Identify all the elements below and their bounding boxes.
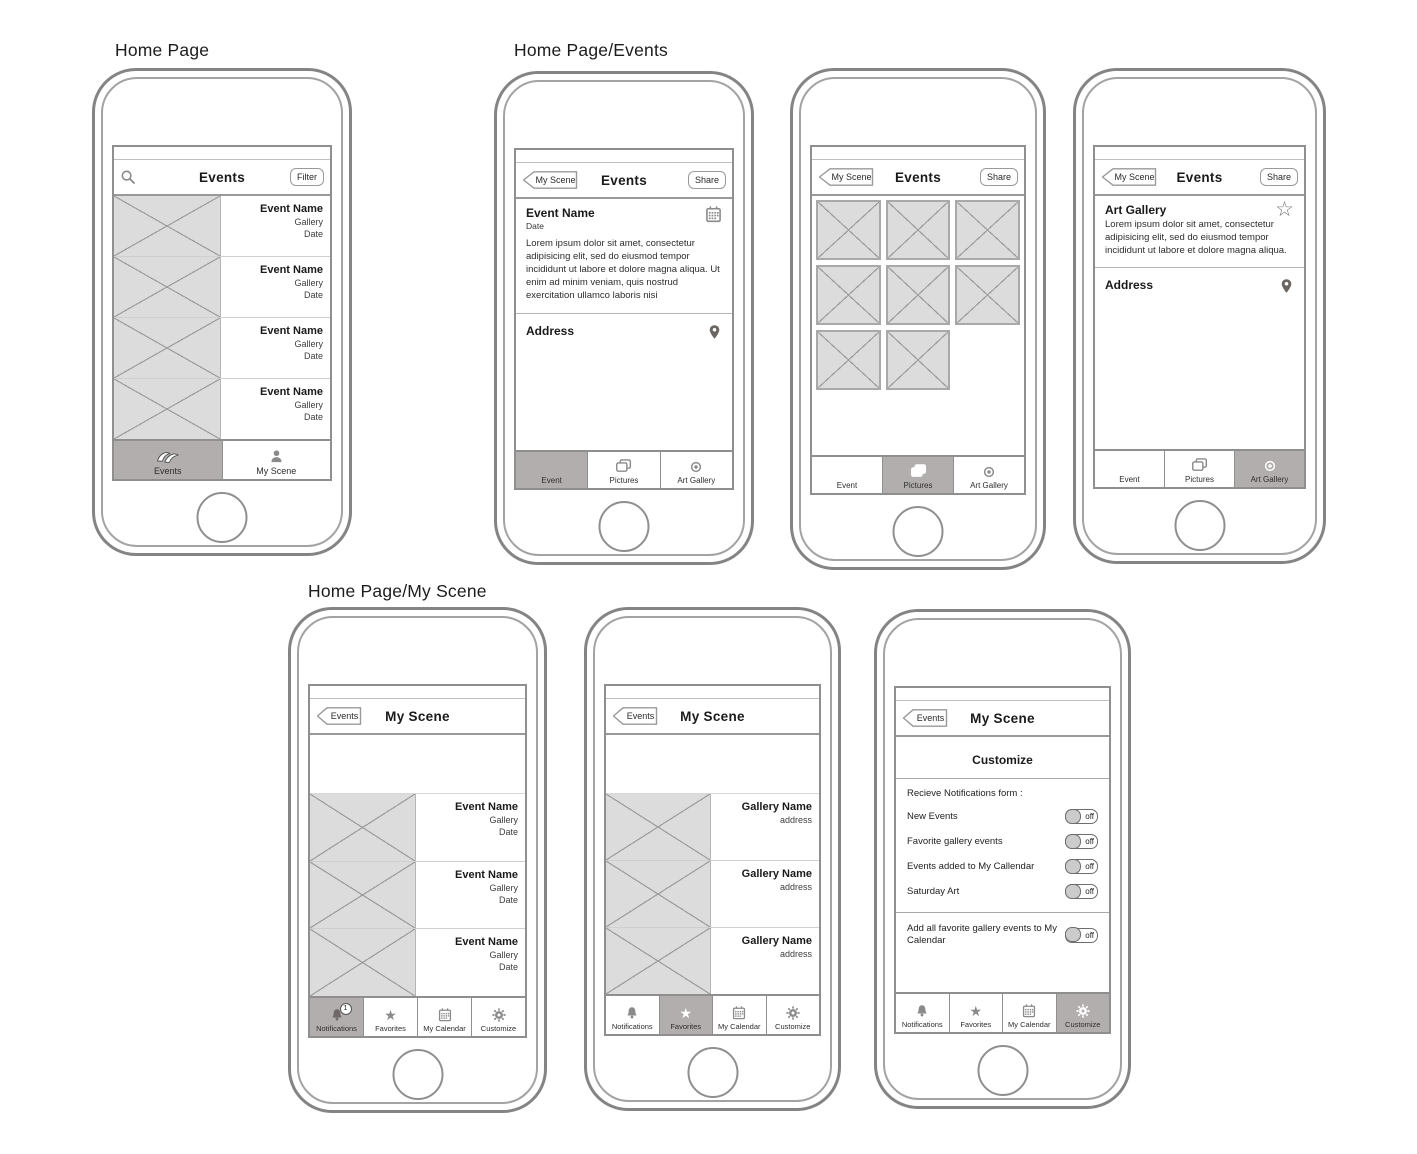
nav-bar <box>812 160 1024 196</box>
event-meta <box>416 862 525 929</box>
event-meta <box>221 318 330 378</box>
notification-badge: 1 <box>340 1003 352 1015</box>
tab-bar <box>1095 449 1304 487</box>
back-label: My Scene <box>1114 172 1155 182</box>
status-bar <box>114 147 330 160</box>
pictures-icon <box>615 459 632 474</box>
tab-my-calendar[interactable] <box>1003 994 1057 1032</box>
screen-events-list <box>112 145 332 481</box>
event-name: Event Name <box>260 264 323 276</box>
event-date: Date <box>303 412 323 422</box>
toggle-label: Events added to My Callendar <box>907 861 1035 872</box>
tab-label: Events <box>153 466 182 476</box>
phone-pictures <box>790 68 1046 570</box>
toggle-knob <box>1065 809 1081 824</box>
event-name: Event Name <box>455 801 518 813</box>
status-bar <box>606 686 819 699</box>
image-placeholder <box>310 862 416 929</box>
photo-thumbnail[interactable] <box>816 330 881 390</box>
screen-my-scene-favorites <box>604 684 821 1036</box>
nav-bar <box>516 163 732 199</box>
gallery-list-item[interactable] <box>606 794 819 861</box>
phone-home-page <box>92 68 352 556</box>
events-bird-icon <box>156 450 180 464</box>
photo-thumbnail[interactable] <box>886 265 951 325</box>
event-name: Event Name <box>455 868 518 881</box>
event-list <box>114 196 330 439</box>
event-name: Event Name <box>455 936 518 949</box>
tab-label: Notifications <box>316 1024 357 1033</box>
home-button[interactable] <box>977 1045 1028 1096</box>
event-name: Event Name <box>260 386 323 398</box>
divider <box>896 912 1109 913</box>
filter-button[interactable]: Filter <box>290 168 324 186</box>
tab-label: Art Gallery <box>1250 475 1289 484</box>
nav-bar <box>1095 160 1304 196</box>
divider <box>1095 267 1304 268</box>
tab-label: Favorites <box>670 1022 702 1031</box>
nav-bar <box>114 160 330 196</box>
share-button[interactable]: Share <box>688 171 726 189</box>
nav-title: Events <box>894 169 942 185</box>
tab-label: Favorites <box>960 1020 992 1029</box>
toggle-state: off <box>1085 930 1094 940</box>
share-button[interactable]: Share <box>980 168 1018 186</box>
toggle-label: New Events <box>907 811 958 822</box>
home-button[interactable] <box>687 1047 738 1098</box>
event-detail-body <box>516 199 732 450</box>
tab-label: Customize <box>1065 1020 1101 1029</box>
back-label: Events <box>330 711 359 721</box>
event-description: Lorem ipsum dolor sit amet, consectetur adipisicing elit, sed do eiusmod tempor incididunt ut labore et dolore magna aliqua. Ut enim ad minim veniam, quis nostrud exercitation ullamco laboris nisi <box>526 238 720 302</box>
status-bar <box>516 150 732 163</box>
toggle-state: off <box>1085 812 1094 821</box>
toggle-row <box>907 923 1098 948</box>
screen-my-scene-customize <box>894 686 1111 1034</box>
screen-event-detail <box>514 148 734 490</box>
tab-label: Art Gallery <box>970 481 1008 490</box>
empty-panel <box>606 735 819 794</box>
calendar-icon[interactable] <box>705 206 722 223</box>
nav-title: My Scene <box>385 708 450 724</box>
screen-pictures <box>810 145 1026 495</box>
toggle-events-added-calendar[interactable] <box>1065 859 1098 874</box>
status-bar <box>896 688 1109 701</box>
label-home-page: Home Page <box>115 40 210 60</box>
back-button[interactable] <box>316 706 362 726</box>
label-home-page-my-scene: Home Page/My Scene <box>308 581 487 601</box>
favorite-gallery-list <box>606 794 819 994</box>
tab-art-gallery[interactable] <box>954 457 1024 493</box>
gallery-address: address <box>779 815 812 825</box>
tab-event[interactable] <box>516 452 588 488</box>
my-calendar-icon <box>1022 1004 1036 1018</box>
customize-panel <box>896 737 1109 992</box>
toggle-row <box>907 884 1098 899</box>
tab-label: My Calendar <box>1007 1020 1051 1029</box>
tab-label: Pictures <box>903 481 933 490</box>
toggle-knob <box>1065 927 1081 942</box>
toggle-row <box>907 834 1098 849</box>
divider <box>896 778 1109 779</box>
event-meta <box>221 257 330 317</box>
art-gallery-icon <box>982 465 996 479</box>
event-date: Date <box>303 351 323 361</box>
status-bar <box>310 686 525 699</box>
nav-title: My Scene <box>970 710 1035 726</box>
event-gallery: Gallery <box>489 815 518 825</box>
tab-event[interactable] <box>1095 451 1165 487</box>
tab-favorites[interactable] <box>364 998 418 1036</box>
customize-subheading: Recieve Notifications form : <box>907 788 1023 799</box>
nav-bar <box>310 699 525 735</box>
address-label: Address <box>1105 278 1154 293</box>
event-list-item[interactable] <box>310 929 525 996</box>
gallery-address: address <box>779 882 812 892</box>
tab-my-calendar[interactable] <box>418 998 472 1036</box>
image-placeholder <box>114 257 221 317</box>
event-date: Date <box>526 221 544 231</box>
toggle-row <box>907 859 1098 874</box>
address-row <box>1105 278 1294 294</box>
tab-event[interactable] <box>812 457 883 493</box>
gallery-title: Art Gallery <box>1105 203 1167 217</box>
my-calendar-icon <box>438 1008 452 1022</box>
divider <box>516 313 732 314</box>
event-list-item[interactable] <box>310 794 525 862</box>
back-button[interactable] <box>1101 167 1157 187</box>
toggle-state: off <box>1085 837 1094 846</box>
tab-pictures[interactable] <box>883 457 954 493</box>
gallery-meta <box>711 794 819 860</box>
event-name: Event Name <box>260 325 323 337</box>
event-list-item[interactable] <box>114 196 330 257</box>
photo-thumbnail[interactable] <box>886 330 951 390</box>
event-gallery: Gallery <box>489 950 518 961</box>
gallery-meta <box>711 861 819 927</box>
home-button[interactable] <box>392 1049 443 1100</box>
toggle-knob <box>1065 884 1081 899</box>
back-label: My Scene <box>831 172 872 182</box>
screen-art-gallery <box>1093 145 1306 489</box>
gallery-name: Gallery Name <box>741 935 812 947</box>
tab-bar <box>310 996 525 1036</box>
gallery-meta <box>711 928 819 994</box>
nav-title: Events <box>198 169 246 185</box>
phone-my-scene-favorites <box>584 607 841 1111</box>
tab-label: Customize <box>480 1024 517 1033</box>
tab-label: My Calendar <box>423 1024 466 1033</box>
tab-bar <box>606 994 819 1034</box>
event-date: Date <box>303 290 323 300</box>
toggle-state: off <box>1085 887 1094 896</box>
tab-label: Notifications <box>611 1022 653 1031</box>
back-label: Events <box>916 713 945 723</box>
tab-my-calendar[interactable] <box>713 996 767 1034</box>
tab-customize[interactable] <box>1057 994 1110 1032</box>
tab-label: Favorites <box>375 1024 406 1033</box>
event-list-item[interactable] <box>114 257 330 318</box>
tab-label: Event <box>541 476 562 485</box>
tab-art-gallery[interactable] <box>1235 451 1304 487</box>
event-list-item[interactable] <box>310 862 525 930</box>
tab-label: Pictures <box>1185 475 1214 484</box>
event-meta <box>221 196 330 256</box>
event-date: Date <box>303 229 323 239</box>
image-placeholder <box>310 794 416 861</box>
photo-thumbnail[interactable] <box>816 200 881 260</box>
tab-bar <box>114 439 330 479</box>
tab-events[interactable] <box>114 441 223 479</box>
photo-thumbnail[interactable] <box>955 200 1020 260</box>
search-icon[interactable] <box>120 169 136 185</box>
back-button[interactable] <box>818 167 874 187</box>
notifications-bell-icon <box>915 1004 929 1018</box>
tab-customize[interactable] <box>767 996 820 1034</box>
tab-notifications[interactable] <box>310 998 364 1036</box>
tab-notifications[interactable] <box>606 996 660 1034</box>
art-gallery-icon <box>689 460 703 474</box>
tab-customize[interactable] <box>472 998 525 1036</box>
customize-gear-icon <box>786 1006 800 1020</box>
toggle-label: Add all favorite gallery events to My Calendar <box>907 923 1057 947</box>
event-gallery: Gallery <box>294 217 323 227</box>
event-date: Date <box>498 894 518 905</box>
gallery-address: address <box>779 949 812 959</box>
customize-gear-icon <box>1076 1004 1090 1018</box>
tab-notifications[interactable] <box>896 994 950 1032</box>
picture-grid <box>812 196 1024 455</box>
toggle-knob <box>1065 834 1081 849</box>
nav-bar <box>606 699 819 735</box>
toggle-favorite-gallery-events[interactable] <box>1065 834 1098 849</box>
status-bar <box>812 147 1024 160</box>
gallery-list-item[interactable] <box>606 861 819 928</box>
toggle-row <box>907 809 1098 824</box>
tab-pictures[interactable] <box>588 452 660 488</box>
home-button[interactable] <box>599 501 650 552</box>
toggle-knob <box>1065 859 1081 874</box>
back-button[interactable] <box>522 170 578 190</box>
status-bar <box>1095 147 1304 160</box>
customize-gear-icon <box>492 1008 506 1022</box>
phone-my-scene-customize <box>874 609 1131 1109</box>
event-list-item[interactable] <box>114 379 330 439</box>
tab-label: Event <box>1119 475 1140 484</box>
event-list-item[interactable] <box>114 318 330 379</box>
tab-favorites[interactable] <box>660 996 714 1034</box>
nav-title: Events <box>600 172 648 188</box>
event-meta <box>416 929 525 996</box>
tab-bar <box>516 450 732 488</box>
back-label: Events <box>626 711 655 721</box>
customize-heading: Customize <box>972 753 1033 767</box>
nav-title: Events <box>1176 169 1223 185</box>
my-scene-person-icon <box>269 449 284 464</box>
event-gallery: Gallery <box>294 400 323 410</box>
tab-favorites[interactable] <box>950 994 1004 1032</box>
tab-label: Customize <box>775 1022 811 1031</box>
gallery-header <box>1105 203 1294 217</box>
image-placeholder <box>114 196 221 256</box>
share-button[interactable]: Share <box>1260 168 1298 186</box>
favorites-star-icon <box>969 1005 982 1018</box>
notification-event-list <box>310 794 525 996</box>
event-meta <box>416 794 525 861</box>
tab-my-scene[interactable] <box>223 441 331 479</box>
image-placeholder <box>310 929 416 996</box>
gallery-list-item[interactable] <box>606 928 819 994</box>
tab-label: My Scene <box>256 466 297 476</box>
favorites-star-icon <box>679 1007 692 1020</box>
empty-panel <box>310 735 525 794</box>
back-button[interactable] <box>902 708 948 728</box>
home-button[interactable] <box>197 492 248 543</box>
my-calendar-icon <box>732 1006 746 1020</box>
image-placeholder <box>606 928 711 994</box>
tab-label: Pictures <box>609 476 639 485</box>
image-placeholder <box>114 318 221 378</box>
event-name: Event Name <box>260 203 323 215</box>
pictures-icon <box>910 464 927 479</box>
toggle-label: Favorite gallery events <box>907 836 1003 847</box>
home-button[interactable] <box>893 506 944 557</box>
photo-thumbnail[interactable] <box>886 200 951 260</box>
image-placeholder <box>606 794 711 860</box>
gallery-name: Gallery Name <box>741 801 812 813</box>
tab-label: Notifications <box>901 1020 943 1029</box>
star-outline-icon[interactable] <box>1275 203 1294 217</box>
location-pin-icon[interactable] <box>1279 278 1294 294</box>
toggle-state: off <box>1085 862 1094 871</box>
photo-thumbnail[interactable] <box>955 265 1020 325</box>
tab-art-gallery[interactable] <box>661 452 732 488</box>
nav-title: My Scene <box>680 708 745 724</box>
address-label: Address <box>526 323 575 338</box>
gallery-description: Lorem ipsum dolor sit amet, consectetur adipisicing elit, sed do eiusmod tempor incididunt ut labore et dolore magna aliqua. <box>1105 219 1287 257</box>
image-placeholder <box>114 379 221 439</box>
label-home-page-events: Home Page/Events <box>514 40 668 60</box>
event-header <box>526 206 722 231</box>
back-label: My Scene <box>535 175 576 185</box>
location-pin-icon[interactable] <box>707 324 722 340</box>
tab-label: Event <box>836 481 858 490</box>
tab-pictures[interactable] <box>1165 451 1235 487</box>
event-name: Event Name <box>526 206 595 220</box>
toggle-label: Saturday Art <box>907 886 960 897</box>
pictures-icon <box>1191 458 1208 473</box>
tab-bar <box>812 455 1024 493</box>
toggle-add-all-favorites[interactable] <box>1065 928 1098 943</box>
art-gallery-icon <box>1263 459 1277 473</box>
home-button[interactable] <box>1174 500 1225 551</box>
event-gallery: Gallery <box>294 278 323 288</box>
tab-label: Art Gallery <box>677 476 716 485</box>
notifications-bell-icon <box>625 1006 639 1020</box>
event-gallery: Gallery <box>489 882 518 893</box>
nav-bar <box>896 701 1109 737</box>
address-row <box>526 324 722 340</box>
event-gallery: Gallery <box>294 339 323 349</box>
screen-my-scene-notifications <box>308 684 527 1038</box>
toggle-saturday-art[interactable] <box>1065 884 1098 899</box>
phone-my-scene-notifications <box>288 607 547 1113</box>
back-button[interactable] <box>612 706 658 726</box>
art-gallery-body <box>1095 196 1304 449</box>
tab-bar <box>896 992 1109 1032</box>
phone-art-gallery <box>1073 68 1326 564</box>
event-date: Date <box>498 827 518 837</box>
photo-thumbnail[interactable] <box>816 265 881 325</box>
tab-label: My Calendar <box>717 1022 761 1031</box>
image-placeholder <box>606 861 711 927</box>
toggle-new-events[interactable] <box>1065 809 1098 824</box>
favorites-star-icon <box>384 1009 397 1022</box>
event-date: Date <box>498 962 518 973</box>
gallery-name: Gallery Name <box>741 868 812 880</box>
event-meta <box>221 379 330 439</box>
phone-event-detail <box>494 71 754 565</box>
